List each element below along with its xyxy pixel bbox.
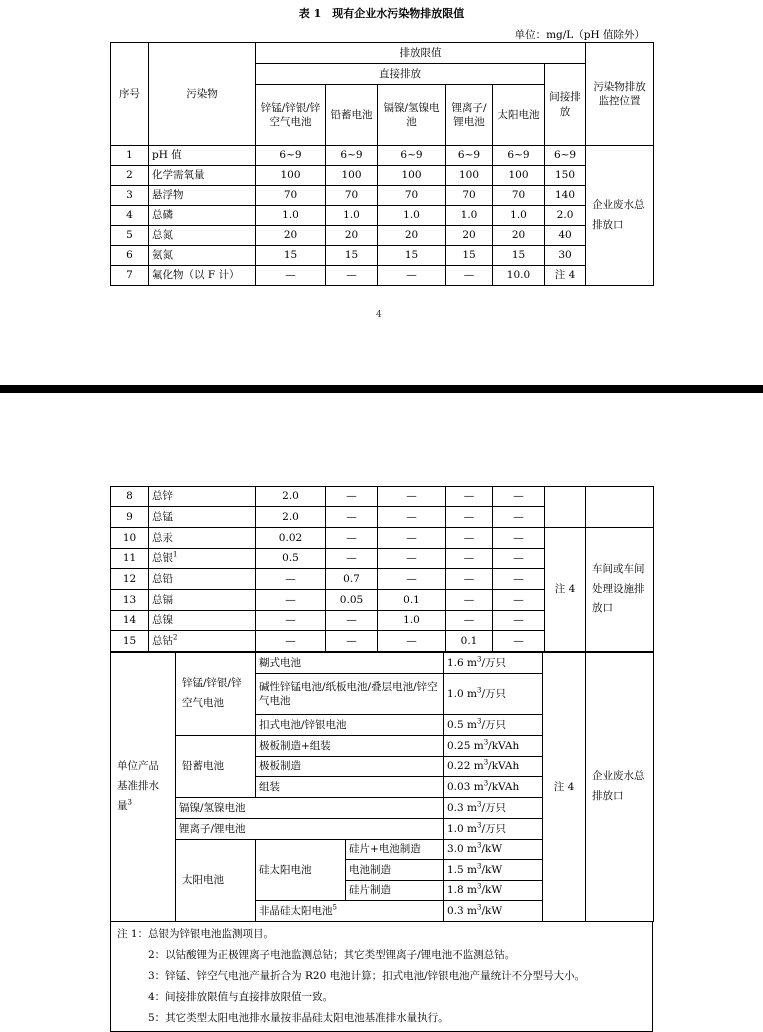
cell: 20 [446,226,493,246]
cell: 15 [378,246,446,266]
note-2: 2：以钴酸锂为正极锂离子电池监测总钴；其它类型锂离子/锂电池不监测总钴。 [148,949,516,961]
cell: 0.5 [256,549,326,569]
item-value: 0.3 $m^3/kW$ [444,901,543,922]
cell: — [378,266,446,286]
water-volume-table [110,652,654,922]
item-value: 1.6 $m^3/$万只 [444,653,543,674]
row-no: 7 [111,266,149,286]
row-name: 总磷 [149,206,256,226]
table-row [111,528,654,549]
header-direct: 直接排放 [256,64,545,85]
item-name: 镉镍/氢镍电池 [176,798,444,819]
cell: 6~9 [545,146,586,166]
row-no: 2 [111,166,149,186]
cell: — [493,507,545,528]
cell: 140 [545,186,586,206]
cell: 1.0 [378,611,446,631]
page-top [0,0,763,385]
row-name: 氨氮 [149,246,256,266]
row-name: 总锰 [149,507,256,528]
cell: — [326,611,378,631]
row-name: 总镉 [149,590,256,611]
note-1: 注 1：总银为锌银电池监测项目。 [117,928,275,940]
header-col-solar: 太阳电池 [493,85,545,146]
page-number-marker: 4 [376,310,382,320]
row-name: 总镍 [149,611,256,631]
table-row [111,206,654,226]
cell: — [446,569,493,590]
cell: 20 [326,226,378,246]
cell: — [493,590,545,611]
cell: — [326,266,378,286]
cell: — [493,549,545,569]
note-4: 4：间接排放限值与直接排放限值一致。 [148,991,334,1003]
header-monitor: 污染物排放监控位置 [586,43,654,146]
cell: 150 [545,166,586,186]
item-value: 0.22 $m^3$/kVAh [444,757,543,777]
row-no: 13 [111,590,149,611]
row-name: 悬浮物 [149,186,256,206]
cell: 100 [326,166,378,186]
table-row [111,186,654,206]
note-3: 3：锌锰、锌空气电池产量折合为 R20 电池计算；扣式电池/锌银电池产量统计不分型号大小。 [148,970,586,982]
cell: — [446,549,493,569]
cell: 70 [378,186,446,206]
row-name: 总锌 [149,487,256,507]
cell: 1.0 [326,206,378,226]
cell: — [446,487,493,507]
item-value: 3.0 $m^3/kW$ [444,840,543,860]
item-name: 组装 [256,777,444,798]
cell: 15 [446,246,493,266]
cell: — [256,569,326,590]
table-title: 表 1 现有企业水污染物排放限值 [298,7,465,20]
cell: — [493,611,545,631]
cell: 6~9 [493,146,545,166]
group-pb: 铅蓄电池 [176,736,256,798]
group-si: 硅太阳电池 [256,840,346,901]
row-no: 8 [111,487,149,507]
cell: 0.05 [326,590,378,611]
cell: 15 [493,246,545,266]
header-col-zn: 锌锰/锌银/锌空气电池 [256,85,326,146]
header-limits: 排放限值 [256,43,586,64]
group-zn: 锌锰/锌银/锌空气电池 [176,653,256,736]
cell: — [446,528,493,549]
header-col-li: 锂离子/锂电池 [446,85,493,146]
cell: 100 [256,166,326,186]
item-name: 扣式电池/锌银电池 [256,715,444,736]
row-no: 6 [111,246,149,266]
row-name: 总氮 [149,226,256,246]
header-pollutant: 污染物 [149,43,256,146]
item-name: 糊式电池 [256,653,444,674]
row-name: pH 值 [149,146,256,166]
cell: — [446,611,493,631]
cell: — [256,266,326,286]
notes-table [110,921,653,1032]
cell: — [326,631,378,652]
table-row [111,266,654,286]
cell: 0.1 [378,590,446,611]
header-indirect: 间接排放 [545,64,586,146]
cell: 70 [493,186,545,206]
cell: — [493,528,545,549]
cell: 15 [326,246,378,266]
monitor-workshop-outlet: 车间或车间处理设施排放口 [586,528,654,652]
cell: — [256,631,326,652]
item-value: 1.0 $m^3/$万只 [444,674,543,715]
header-col-cd: 镉镍/氢镍电池 [378,85,446,146]
cell: 2.0 [545,206,586,226]
table-row [111,166,654,186]
cell: 20 [493,226,545,246]
unit-label: 单位：mg/L（pH 值除外） [514,29,645,41]
cell: 1.0 [378,206,446,226]
cell: 6~9 [256,146,326,166]
row-name: 化学需氧量 [149,166,256,186]
row-no: 10 [111,528,149,549]
item-value: 0.5 $m^3/$万只 [444,715,543,736]
monitor-total-outlet: 企业废水总排放口 [586,653,654,922]
cell: 20 [256,226,326,246]
table-row [111,653,654,674]
cell: 6~9 [446,146,493,166]
item-value: 1.8 $m^3/kW$ [444,881,543,901]
table-row [111,146,654,166]
item-value: 1.0 $m^3/$万只 [444,819,543,840]
cell: — [493,569,545,590]
cell: 1.0 [446,206,493,226]
cell: 70 [256,186,326,206]
indirect-note4: 注 4 [543,653,586,922]
cell: 1.0 [493,206,545,226]
limits-table-part1 [110,42,654,286]
monitor-total-outlet: 企业废水总排放口 [586,146,654,286]
cell: — [378,549,446,569]
item-name: 锂离子/锂电池 [176,819,444,840]
row-name: 总银$^1$ [149,549,256,569]
item-value: 0.03 $m^3$/kVAh [444,777,543,798]
cell: — [326,487,378,507]
row-no: 4 [111,206,149,226]
cell: 15 [256,246,326,266]
table-row [111,487,654,507]
cell: 70 [446,186,493,206]
cell: — [326,549,378,569]
cell: 40 [545,226,586,246]
cell: — [256,590,326,611]
cell: 1.0 [256,206,326,226]
cell-empty [545,487,586,528]
cell: — [378,569,446,590]
item-name: 硅片+电池制造 [346,840,444,860]
header-col-pb: 铅蓄电池 [326,85,378,146]
row-no: 15 [111,631,149,652]
cell: 2.0 [256,487,326,507]
cell: — [378,507,446,528]
row-name: 总铅 [149,569,256,590]
cell: 10.0 [493,266,545,286]
note-5: 5：其它类型太阳电池排水量按非晶硅太阳电池基准排水量执行。 [148,1012,449,1024]
header-seq: 序号 [111,43,149,146]
row-no: 1 [111,146,149,166]
cell: — [378,487,446,507]
cell: 20 [378,226,446,246]
notes-cell [111,922,653,1032]
item-value: 1.5 $m^3/kW$ [444,860,543,881]
cell-empty [586,487,654,528]
cell: — [446,590,493,611]
cell: 70 [326,186,378,206]
cell: 6~9 [378,146,446,166]
cell: — [326,507,378,528]
row-no: 11 [111,549,149,569]
cell: 100 [493,166,545,186]
row-name: 总汞 [149,528,256,549]
limits-table-part2 [110,486,654,652]
row-no: 5 [111,226,149,246]
table-row [111,226,654,246]
row-no: 14 [111,611,149,631]
cell: — [493,631,545,652]
cell: — [446,266,493,286]
page-separator [0,385,763,393]
cell: — [256,611,326,631]
item-name: 硅片制造 [346,881,444,901]
cell: 0.02 [256,528,326,549]
water-volume-label: 单位产品基准排水量$^3$ [111,653,176,922]
item-value: 0.3 $m^3/$万只 [444,798,543,819]
cell: 30 [545,246,586,266]
item-name: 极板制造+组装 [256,736,444,757]
row-name: 总钴$^2$ [149,631,256,652]
cell: 0.7 [326,569,378,590]
item-name: 非晶硅太阳电池$^5$ [256,901,444,922]
row-no: 9 [111,507,149,528]
cell: 100 [378,166,446,186]
row-no: 12 [111,569,149,590]
group-solar: 太阳电池 [176,840,256,922]
cell: 6~9 [326,146,378,166]
cell: 0.1 [446,631,493,652]
item-name: 碱性锌锰电池/纸板电池/叠层电池/锌空气电池 [256,674,444,715]
item-name: 电池制造 [346,860,444,881]
cell: — [378,528,446,549]
cell: — [493,487,545,507]
page-bottom [0,393,763,1028]
cell: 100 [446,166,493,186]
item-value: 0.25 $m^3$/kVAh [444,736,543,757]
cell: 2.0 [256,507,326,528]
indirect-note4: 注 4 [545,528,586,652]
cell: 注 4 [545,266,586,286]
table-row [111,246,654,266]
cell: — [326,528,378,549]
cell: — [446,507,493,528]
row-name: 氟化物（以 F 计） [149,266,256,286]
cell: — [378,631,446,652]
item-name: 极板制造 [256,757,444,777]
row-no: 3 [111,186,149,206]
